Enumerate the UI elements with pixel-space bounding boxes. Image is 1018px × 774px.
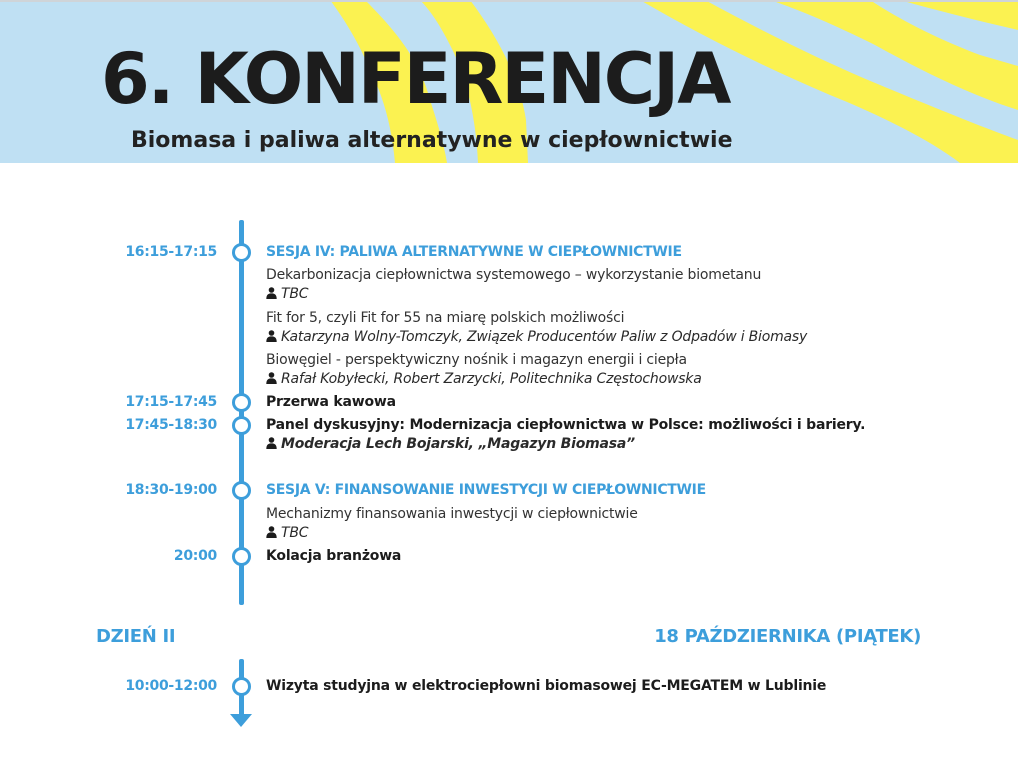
speaker-line — [266, 524, 308, 542]
item-title: Wizyta studyjna w elektrociepłowni biomasowej EC-MEGATEM w Lublinie — [266, 678, 827, 694]
circle-node-icon — [232, 393, 251, 412]
speaker-name: TBC — [281, 525, 309, 541]
talk-title: Mechanizmy finansowania inwestycji w ciepłownictwie — [266, 506, 638, 522]
person-icon — [266, 287, 277, 299]
talk-title: Dekarbonizacja ciepłownictwa systemowego – wykorzystanie biometanu — [266, 267, 762, 283]
talk-title: Fit for 5, czyli Fit for 55 na miarę polskich możliwości — [266, 310, 625, 326]
speaker-line — [266, 328, 807, 346]
day-label: DZIEŃ II — [96, 626, 176, 647]
speaker-line — [266, 370, 702, 388]
top-border — [0, 0, 1018, 2]
day-date: 18 PAŹDZIERNIKA (PIĄTEK) — [654, 626, 921, 647]
person-icon — [266, 372, 277, 384]
time-label: 20:00 — [173, 548, 217, 564]
talk-title: Biowęgiel - perspektywiczny nośnik i magazyn energii i ciepła — [266, 352, 687, 368]
person-icon — [266, 526, 277, 538]
time-label: 10:00-12:00 — [125, 678, 217, 694]
circle-node-icon — [232, 481, 251, 500]
time-label: 17:15-17:45 — [125, 394, 217, 410]
time-label: 17:45-18:30 — [125, 417, 217, 433]
person-icon — [266, 330, 277, 342]
item-title: Przerwa kawowa — [266, 394, 396, 410]
page-subtitle: Biomasa i paliwa alternatywne w ciepłownictwie — [131, 128, 733, 153]
item-title: Panel dyskusyjny: Modernizacja ciepłownictwa w Polsce: możliwości i bariery. — [266, 417, 866, 433]
item-title: Kolacja branżowa — [266, 548, 402, 564]
circle-node-icon — [232, 243, 251, 262]
speaker-line — [266, 285, 308, 303]
time-label: 18:30-19:00 — [125, 482, 217, 498]
header-banner — [0, 0, 1018, 163]
page-title: 6. KONFERENCJA — [101, 38, 730, 120]
session-title: SESJA V: FINANSOWANIE INWESTYCJI W CIEPŁOWNICTWIE — [266, 482, 706, 498]
circle-node-icon — [232, 677, 251, 696]
session-title: SESJA IV: PALIWA ALTERNATYWNE W CIEPŁOWNICTWIE — [266, 244, 682, 260]
arrow-down-icon — [230, 714, 252, 727]
person-icon — [266, 437, 277, 449]
circle-node-icon — [232, 416, 251, 435]
speaker-name: Rafał Kobyłecki, Robert Zarzycki, Politechnika Częstochowska — [281, 371, 702, 387]
speaker-line — [266, 435, 635, 453]
circle-node-icon — [232, 547, 251, 566]
speaker-name: TBC — [281, 286, 309, 302]
speaker-name: Moderacja Lech Bojarski, „Magazyn Biomasa” — [281, 436, 635, 452]
speaker-name: Katarzyna Wolny-Tomczyk, Związek Producentów Paliw z Odpadów i Biomasy — [281, 329, 808, 345]
time-label: 16:15-17:15 — [125, 244, 217, 260]
